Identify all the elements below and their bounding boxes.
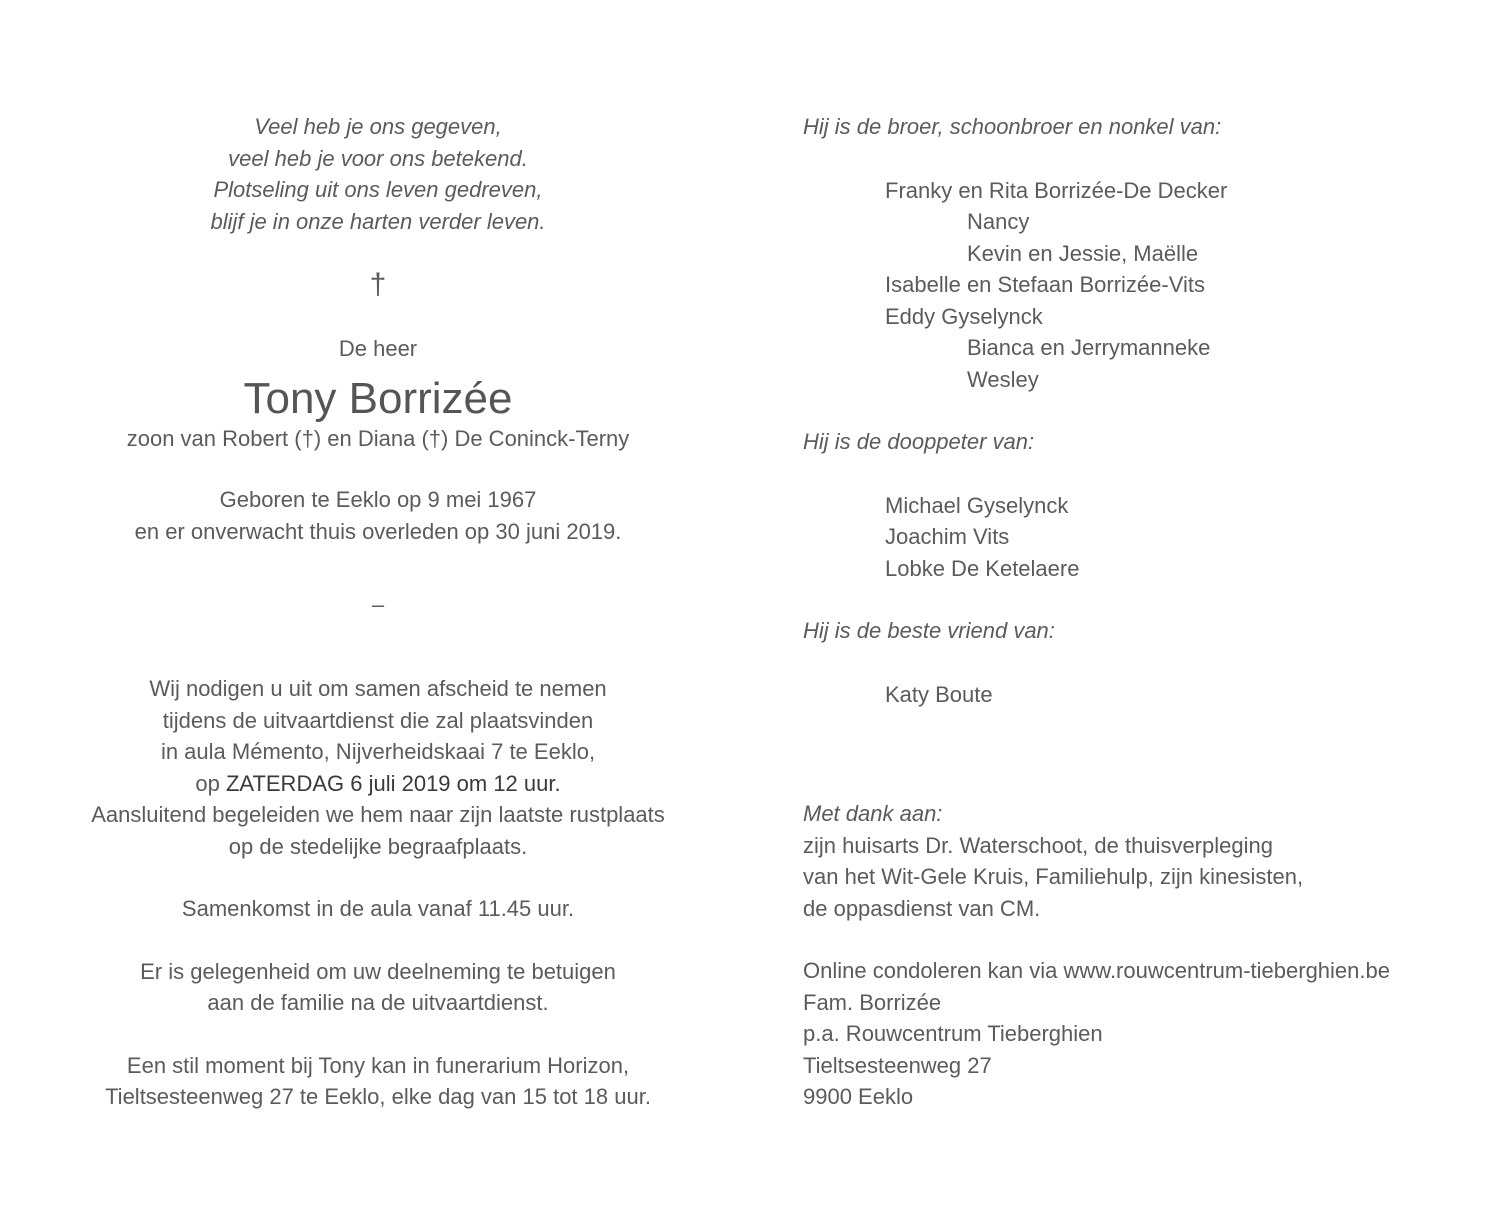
born-line: Geboren te Eeklo op 9 mei 1967 [219, 487, 537, 512]
family-heading: Hij is de broer, schoonbroer en nonkel van: [803, 114, 1222, 139]
family-member: Wesley [967, 366, 1039, 392]
family-member: Nancy [967, 209, 1030, 234]
viewing-line: Een stil moment bij Tony kan in funerarium Horizon, [126, 1052, 630, 1078]
poem-line: blijf je in onze harten verder leven. [210, 208, 546, 234]
cross-icon: † [369, 268, 387, 301]
invite-line: Aansluitend begeleiden we hem naar zijn laatste rustplaats [91, 802, 665, 827]
family-list [803, 175, 1483, 396]
poem [78, 111, 678, 237]
died-line: en er onverwacht thuis overleden op 30 juni 2019. [134, 518, 622, 544]
viewing-info [78, 1050, 678, 1113]
right-column [803, 111, 1483, 1113]
divider: – [371, 592, 385, 617]
funeral-date: ZATERDAG 6 juli 2019 om 12 uur. [225, 770, 561, 796]
godchildren-list [803, 490, 1483, 585]
invite-date-line [78, 768, 678, 800]
godfather-heading: Hij is de dooppeter van: [803, 429, 1035, 454]
thanks-line: de oppasdienst van CM. [803, 895, 1041, 921]
parents-line: zoon van Robert (†) en Diana (†) De Coninck-Terny [126, 425, 630, 451]
birth-death-info [78, 484, 678, 547]
godchild: Joachim Vits [885, 524, 1010, 549]
invite-line: in aula Mémento, Nijverheidskaai 7 te Eeklo, [160, 739, 596, 764]
family-member: Franky en Rita Borrizée-De Decker [885, 177, 1228, 203]
contact-line: Tieltsesteenweg 27 [803, 1052, 992, 1078]
poem-line: Veel heb je ons gegeven, [254, 114, 502, 139]
thanks-heading: Met dank aan: [803, 801, 943, 826]
condolence-info [78, 956, 678, 1019]
family-member: Kevin en Jessie, Maëlle [967, 240, 1199, 266]
family-member: Isabelle en Stefaan Borrizée-Vits [885, 272, 1205, 297]
viewing-line: Tieltsesteenweg 27 te Eeklo, elke dag van 15 tot 18 uur. [105, 1084, 651, 1109]
invite-line: tijdens de uitvaartdienst die zal plaatsvinden [162, 707, 594, 733]
condolence-line: aan de familie na de uitvaartdienst. [207, 990, 549, 1015]
online-condolence-line: Online condoleren kan via www.rouwcentrum-tieberghien.be [803, 958, 1390, 983]
contact-line: p.a. Rouwcentrum Tieberghien [803, 1021, 1103, 1046]
invite-line: op de stedelijke begraafplaats. [228, 833, 528, 859]
friend-list [803, 679, 1483, 711]
family-member: Eddy Gyselynck [885, 303, 1043, 329]
thanks-line: zijn huisarts Dr. Waterschoot, de thuisverpleging [803, 832, 1273, 858]
family-member: Bianca en Jerrymanneke [967, 335, 1211, 360]
left-column [78, 111, 678, 1113]
poem-line: Plotseling uit ons leven gedreven, [213, 177, 543, 202]
funeral-invitation [78, 673, 678, 862]
poem-line: veel heb je voor ons betekend. [228, 145, 528, 171]
contact-line: 9900 Eeklo [803, 1084, 914, 1109]
invite-line: Wij nodigen u uit om samen afscheid te nemen [149, 676, 607, 701]
godchild: Michael Gyselynck [885, 492, 1069, 518]
contact-block [803, 955, 1483, 1113]
friend-heading: Hij is de beste vriend van: [803, 618, 1055, 643]
thanks-line: van het Wit-Gele Kruis, Familiehulp, zijn kinesisten, [803, 864, 1304, 889]
honorific: De heer [338, 336, 418, 361]
invite-date-prefix: op [195, 770, 226, 796]
meeting-info: Samenkomst in de aula vanaf 11.45 uur. [181, 896, 575, 921]
thanks-list [803, 830, 1483, 925]
godchild: Lobke De Ketelaere [885, 555, 1080, 581]
friend: Katy Boute [885, 681, 993, 707]
contact-line: Fam. Borrizée [803, 989, 942, 1015]
deceased-name: Tony Borrizée [243, 373, 513, 423]
condolence-line: Er is gelegenheid om uw deelneming te betuigen [140, 958, 616, 984]
